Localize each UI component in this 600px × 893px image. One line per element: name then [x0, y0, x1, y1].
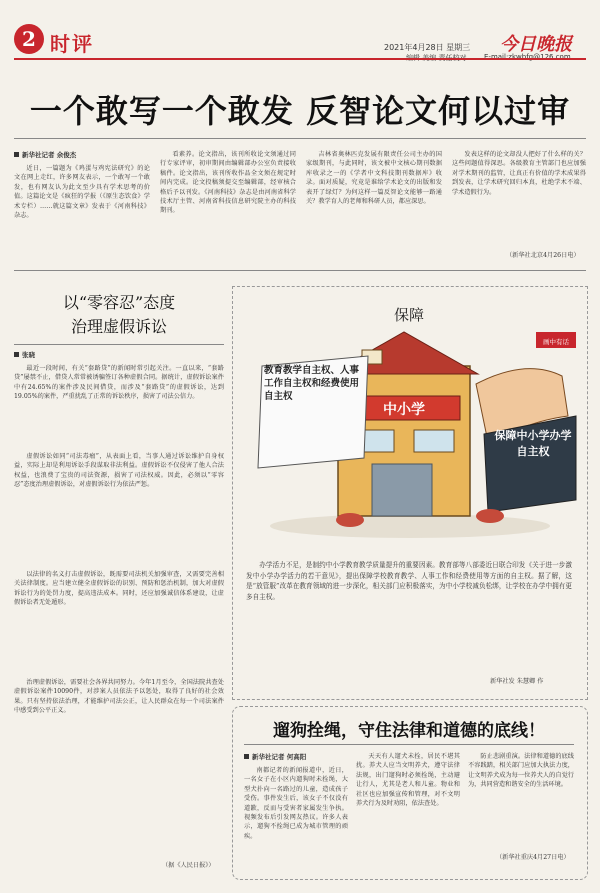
article4-title-rule: [244, 744, 574, 745]
article2-byline: 张晓: [14, 350, 35, 359]
article2-title-line1: 以“零容忍”态度: [62, 293, 176, 312]
ground-shadow: [270, 514, 550, 538]
article2-title-line2: 治理虚假诉讼: [70, 317, 167, 336]
article1-column-4: 发表这样的论文却没人把好了什么样的关？这些问题值得深思。各级教育主管部门也应加强对学术期刊的监管，让真正有价值的学术成果得到发表，让学术研究回归本真，杜绝学术不端、学术造假行为。: [452, 151, 586, 196]
school-door: [372, 464, 432, 516]
article2-para-1: 最近一段时间，有关“套路贷”的新闻时常引起关注。一直以来，“套路贷”屡禁不止，借贷人常常被诱骗签订各种虚假合同。据统计，虚假诉讼案件中有24.65%的案件涉及民间借贷，而涉及“套路贷”的虚假诉讼，达到19.05%的案件，严重扰乱了正常的诉讼秩序，损害了司法公信力。: [14, 365, 224, 401]
cartoon-paper-text: 教育教学自主权、人事工作自主权和经费使用自主权: [264, 365, 360, 402]
cartoon-caption: 办学活力不足，是制约中小学教育教学质量提升的重要因素。教育部等八部委近日联合印发《关于进一步激发中小学办学活力的若干意见》，提出保障学校教育教学、人事工作和经费使用等方面的自主权。据了解，这是“放管服”改革在教育领域的进一步深化，相关部门应积极落实，为中小学校减负松绑，让学校在办学中拥有更多自主权。: [246, 561, 572, 601]
cartoon-sign: 新华社发 朱慧卿 作: [490, 678, 544, 685]
article4-byline: 新华社记者 何高阳: [244, 752, 306, 761]
article2-sign: （据《人民日报》）: [162, 862, 215, 869]
editors-line: 编辑 美编 责任校对: [406, 54, 467, 62]
article4-column-1: 南都记者的新闻报道中，近日，一名女子在小区内遛狗时未拴绳，大型犬扑向一名路过的儿童，造成孩子受伤。事件发生后，该女子不仅没有道歉，反而与受害者家属发生争执。视频发布后引发网友热议。许多人表示，遛狗不拴绳已成为城市管理的顽疾。: [244, 767, 348, 840]
article4-column-3: 防止悲剧重演。法律和道德的底线不容践踏，相关部门应加大执法力度，让文明养犬成为每一位养犬人的自觉行为，共同营造和谐安全的生活环境。: [468, 753, 574, 789]
article2-para-3: 以法律的名义打击虚假诉讼，既需要司法机关加强审查，又需要完善相关法律制度。应当建立健全虚假诉讼的识别、预防和惩治机制，加大对虚假诉讼行为的处罚力度，提高违法成本。同时，还应加强诚信体系建设，让虚假诉讼者无处遁形。: [14, 571, 224, 607]
article1-column-2: 看素养。论文指出，该刊所收论文须通过同行专家评审，初审期间由编辑部办公室负责接收稿件。论文指出，该刊所收作品全文须在规定时间内完成。论文投稿须提交至编辑部，经审核合格后予以刊发。《河南科技》杂志是由河南省科学技术厅主管、河南省科技信息研究院主办的科技期刊。: [160, 151, 296, 215]
main-headline: 一个敢写一个敢发 反智论文何以过审: [29, 92, 571, 130]
article1-byline: 新华社记者 余俊杰: [14, 150, 76, 159]
article2-para-2: 虚假诉讼如同“司法毒瘤”，从表面上看，当事人通过诉讼维护自身权益，实际上却是利用诉讼手段谋取非法利益。虚假诉讼不仅侵害了他人合法权益，也浪费了宝贵的司法资源，损害了司法权威。因此，必须以“零容忍”态度治理虚假诉讼，对虚假诉讼行为依法严惩。: [14, 453, 224, 489]
page-number-badge: 2: [14, 24, 44, 54]
newspaper-logo: 今日晚报: [500, 34, 572, 55]
issue-date: 2021年4月28日 星期三: [384, 43, 471, 52]
bullet-square-icon: [14, 152, 19, 157]
header-rule: [14, 58, 586, 60]
cartoon-right-sign: 保障中小学办学自主权: [494, 429, 572, 458]
article1-column-3: 吉林省奥林匹克发展有限责任公司主办的国家级期刊，与此同时，该文被中文核心期刊数据库收录之一的《学者中文科技期刊数据库》收录。面对质疑，究竟是谁给学术论文的出版和发表开了绿灯？为何这样一篇反智论文能够一路通关？教学育人的老师和科研人员，都应深思。: [306, 151, 442, 206]
section-rule: [14, 270, 586, 271]
cartoon-building-sign: 中小学: [383, 402, 425, 418]
cartoon-title: 保障: [393, 306, 424, 324]
school-foot: [476, 509, 504, 523]
article4-title: 遛狗拴绳，守住法律和道德的底线！: [273, 721, 545, 741]
bullet-square-icon: [244, 754, 249, 759]
article4-sign: （新华社重庆4月27日电）: [496, 854, 570, 861]
section-title: 时评: [50, 32, 94, 56]
school-window: [414, 430, 454, 452]
page-header: [0, 0, 600, 68]
article1-sign: （新华社北京4月26日电）: [506, 252, 580, 259]
article2-para-4: 治理虚假诉讼，需要社会各界共同努力。今年1月至今，全国法院共查处虚假诉讼案件10090件，对涉案人员依法予以惩处，取得了良好的社会效果。只有坚持依法治理，才能维护司法公正，让人民群众在每一个司法案件中感受到公平正义。: [14, 679, 224, 715]
headline-rule: [14, 138, 586, 139]
contact-email: E-mail:zkwbfg@126.com: [484, 53, 571, 61]
article1-column-1: 近日，一篇题为《鸡蛋与鸡宪法研究》的论文在网上走红，许多网友表示，一个敢写一个敢发，也有网友认为此文至少具有学术思考的价值。这篇论文是《疯狂的学报（《原生态饮食》学术专栏）……就这篇文章》发表于《河南科技》杂志。: [14, 165, 150, 220]
article2-title-rule: [14, 344, 224, 345]
bullet-square-icon: [14, 352, 19, 357]
article4-column-2: 天天有人遛犬未拴，居民不堪其扰。养犬人应当文明养犬，遵守法律法规，出门遛狗时必须拴绳，主动避让行人，尤其是老人和儿童。物业和社区也应加强宣传和管理，对不文明养犬行为及时劝阻，依法查处。: [356, 753, 460, 808]
school-foot: [336, 513, 364, 527]
cartoon-stamp: 画中有话: [543, 338, 569, 346]
